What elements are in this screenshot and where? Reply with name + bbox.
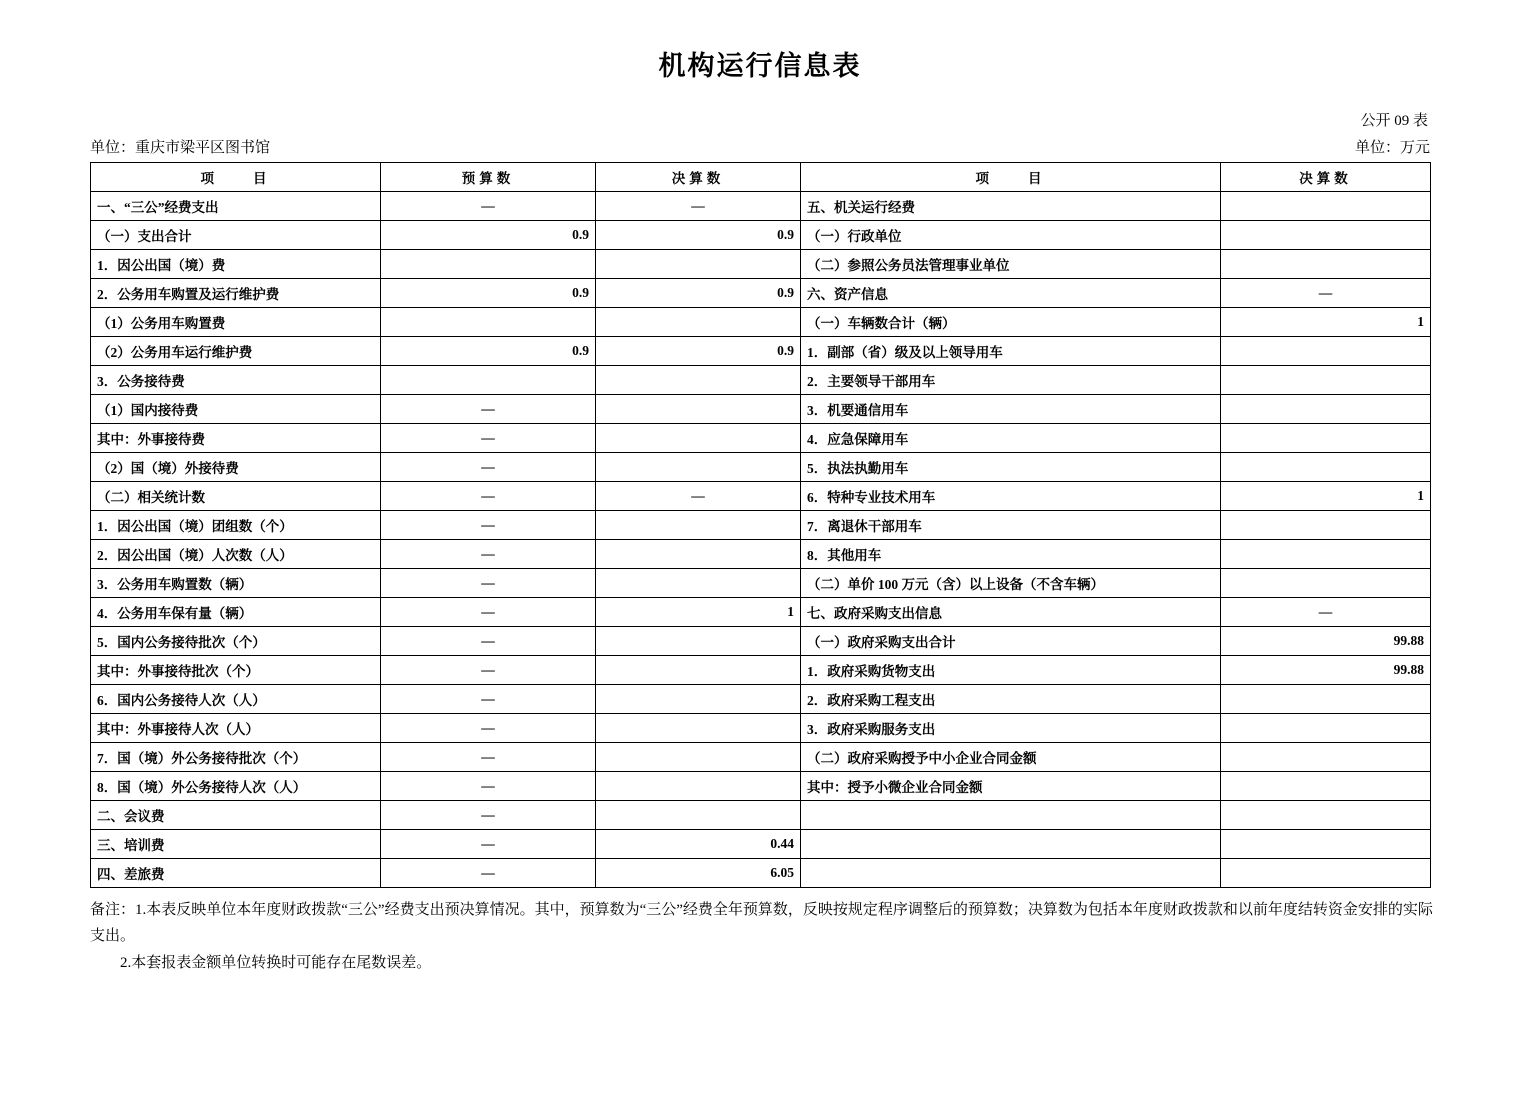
row-right-final-value bbox=[1221, 714, 1431, 743]
row-right-item: 2．主要领导干部用车 bbox=[801, 366, 1221, 395]
table-row bbox=[91, 337, 1431, 366]
table-row bbox=[91, 482, 1431, 511]
row-final-value bbox=[596, 511, 801, 540]
row-final-value bbox=[596, 250, 801, 279]
row-final-value bbox=[596, 540, 801, 569]
row-budget-value: — bbox=[381, 772, 596, 801]
row-budget-value: — bbox=[381, 743, 596, 772]
note-line-1: 备注：1.本表反映单位本年度财政拨款“三公”经费支出预决算情况。其中，预算数为“三公”经费全年预算数，反映按规定程序调整后的预算数；决算数为包括本年度财政拨款和以前年度结转资金安排的实际支出。 bbox=[90, 902, 1433, 944]
row-budget-value: — bbox=[381, 801, 596, 830]
row-right-item bbox=[801, 830, 1221, 859]
table-row bbox=[91, 279, 1431, 308]
row-right-item bbox=[801, 801, 1221, 830]
institution-operation-table bbox=[90, 162, 1431, 888]
table-row bbox=[91, 743, 1431, 772]
row-right-final-value: — bbox=[1221, 279, 1431, 308]
document-page bbox=[0, 44, 1520, 1118]
row-right-final-value bbox=[1221, 337, 1431, 366]
row-right-item: （一）政府采购支出合计 bbox=[801, 627, 1221, 656]
row-right-final-value: 1 bbox=[1221, 308, 1431, 337]
row-right-final-value bbox=[1221, 801, 1431, 830]
row-left-item: 3．公务用车购置数（辆） bbox=[91, 569, 381, 598]
table-header-row bbox=[91, 163, 1431, 192]
row-final-value bbox=[596, 308, 801, 337]
note-line-2: 2.本套报表金额单位转换时可能存在尾数误差。 bbox=[120, 955, 432, 971]
row-final-value bbox=[596, 453, 801, 482]
table-row bbox=[91, 685, 1431, 714]
table-row bbox=[91, 859, 1431, 888]
row-left-item: 其中：外事接待人次（人） bbox=[91, 714, 381, 743]
row-right-item: 七、政府采购支出信息 bbox=[801, 598, 1221, 627]
table-row bbox=[91, 714, 1431, 743]
row-right-final-value bbox=[1221, 395, 1431, 424]
row-final-value: 0.9 bbox=[596, 337, 801, 366]
col-header-final: 决算数 bbox=[596, 163, 801, 192]
sheet-number: 公开 09 表 bbox=[1360, 113, 1428, 129]
row-left-item: （1）公务用车购置费 bbox=[91, 308, 381, 337]
col-header-right-item: 项 目 bbox=[801, 163, 1221, 192]
row-left-item: （二）相关统计数 bbox=[91, 482, 381, 511]
table-row bbox=[91, 656, 1431, 685]
col-header-left-item: 项 目 bbox=[91, 163, 381, 192]
meta-row bbox=[90, 136, 1430, 157]
row-final-value: 0.9 bbox=[596, 221, 801, 250]
row-final-value: — bbox=[596, 482, 801, 511]
table-row bbox=[91, 511, 1431, 540]
row-right-item: 五、机关运行经费 bbox=[801, 192, 1221, 221]
row-left-item: 7．国（境）外公务接待批次（个） bbox=[91, 743, 381, 772]
row-right-final-value bbox=[1221, 540, 1431, 569]
row-final-value bbox=[596, 685, 801, 714]
col-header-budget: 预算数 bbox=[381, 163, 596, 192]
table-row bbox=[91, 772, 1431, 801]
amount-unit: 单位：万元 bbox=[1354, 140, 1430, 156]
row-left-item: 一、“三公”经费支出 bbox=[91, 192, 381, 221]
row-final-value bbox=[596, 772, 801, 801]
row-final-value bbox=[596, 424, 801, 453]
row-final-value bbox=[596, 395, 801, 424]
row-final-value bbox=[596, 743, 801, 772]
row-right-final-value bbox=[1221, 569, 1431, 598]
row-final-value bbox=[596, 714, 801, 743]
row-right-item: （二）参照公务员法管理事业单位 bbox=[801, 250, 1221, 279]
row-left-item: 其中：外事接待费 bbox=[91, 424, 381, 453]
row-right-final-value bbox=[1221, 366, 1431, 395]
row-budget-value: 0.9 bbox=[381, 221, 596, 250]
row-left-item: 二、会议费 bbox=[91, 801, 381, 830]
row-budget-value: 0.9 bbox=[381, 279, 596, 308]
table-row bbox=[91, 366, 1431, 395]
row-right-final-value bbox=[1221, 743, 1431, 772]
row-right-final-value bbox=[1221, 511, 1431, 540]
row-final-value: 0.9 bbox=[596, 279, 801, 308]
row-right-item: 3．政府采购服务支出 bbox=[801, 714, 1221, 743]
row-left-item: （1）国内接待费 bbox=[91, 395, 381, 424]
row-budget-value: — bbox=[381, 192, 596, 221]
row-right-item: 1．副部（省）级及以上领导用车 bbox=[801, 337, 1221, 366]
row-final-value bbox=[596, 656, 801, 685]
row-right-item bbox=[801, 859, 1221, 888]
row-right-final-value bbox=[1221, 424, 1431, 453]
table-row bbox=[91, 395, 1431, 424]
row-right-final-value bbox=[1221, 830, 1431, 859]
row-budget-value: — bbox=[381, 569, 596, 598]
row-budget-value: — bbox=[381, 859, 596, 888]
row-budget-value: — bbox=[381, 482, 596, 511]
row-right-final-value: — bbox=[1221, 598, 1431, 627]
row-right-item: 1．政府采购货物支出 bbox=[801, 656, 1221, 685]
row-right-item: （二）政府采购授予中小企业合同金额 bbox=[801, 743, 1221, 772]
row-final-value: 6.05 bbox=[596, 859, 801, 888]
row-right-final-value bbox=[1221, 250, 1431, 279]
row-right-final-value bbox=[1221, 453, 1431, 482]
table-row bbox=[91, 424, 1431, 453]
row-right-item: 8．其他用车 bbox=[801, 540, 1221, 569]
row-left-item: 1．因公出国（境）团组数（个） bbox=[91, 511, 381, 540]
row-budget-value: — bbox=[381, 830, 596, 859]
row-left-item: 5．国内公务接待批次（个） bbox=[91, 627, 381, 656]
row-left-item: 其中：外事接待批次（个） bbox=[91, 656, 381, 685]
unit-name: 单位：重庆市梁平区图书馆 bbox=[90, 140, 271, 156]
row-budget-value: — bbox=[381, 424, 596, 453]
row-budget-value bbox=[381, 366, 596, 395]
row-budget-value: — bbox=[381, 627, 596, 656]
row-final-value bbox=[596, 801, 801, 830]
table-row bbox=[91, 192, 1431, 221]
row-budget-value: — bbox=[381, 453, 596, 482]
row-budget-value: — bbox=[381, 511, 596, 540]
row-final-value: 1 bbox=[596, 598, 801, 627]
row-right-item: （二）单价 100 万元（含）以上设备（不含车辆） bbox=[801, 569, 1221, 598]
row-left-item: 6．国内公务接待人次（人） bbox=[91, 685, 381, 714]
table-row bbox=[91, 598, 1431, 627]
row-left-item: 4．公务用车保有量（辆） bbox=[91, 598, 381, 627]
table-row bbox=[91, 221, 1431, 250]
row-right-final-value: 99.88 bbox=[1221, 627, 1431, 656]
row-left-item: 8．国（境）外公务接待人次（人） bbox=[91, 772, 381, 801]
row-left-item: （2）国（境）外接待费 bbox=[91, 453, 381, 482]
row-right-item: 4．应急保障用车 bbox=[801, 424, 1221, 453]
page-title: 机构运行信息表 bbox=[658, 51, 862, 81]
table-row bbox=[91, 830, 1431, 859]
row-budget-value: — bbox=[381, 540, 596, 569]
col-header-right-final: 决算数 bbox=[1221, 163, 1431, 192]
row-right-item: （一）行政单位 bbox=[801, 221, 1221, 250]
row-right-item: 六、资产信息 bbox=[801, 279, 1221, 308]
row-final-value: — bbox=[596, 192, 801, 221]
row-budget-value: — bbox=[381, 598, 596, 627]
row-right-item: （一）车辆数合计（辆） bbox=[801, 308, 1221, 337]
row-right-item: 其中：授予小微企业合同金额 bbox=[801, 772, 1221, 801]
table-row bbox=[91, 453, 1431, 482]
row-final-value: 0.44 bbox=[596, 830, 801, 859]
table-body bbox=[91, 192, 1431, 888]
row-left-item: （2）公务用车运行维护费 bbox=[91, 337, 381, 366]
row-right-final-value bbox=[1221, 685, 1431, 714]
row-final-value bbox=[596, 366, 801, 395]
row-final-value bbox=[596, 627, 801, 656]
table-row bbox=[91, 540, 1431, 569]
row-right-final-value bbox=[1221, 192, 1431, 221]
row-right-item: 6．特种专业技术用车 bbox=[801, 482, 1221, 511]
table-row bbox=[91, 308, 1431, 337]
row-right-item: 5．执法执勤用车 bbox=[801, 453, 1221, 482]
row-budget-value bbox=[381, 308, 596, 337]
row-right-final-value bbox=[1221, 221, 1431, 250]
row-right-final-value bbox=[1221, 859, 1431, 888]
row-right-final-value: 1 bbox=[1221, 482, 1431, 511]
row-left-item: 三、培训费 bbox=[91, 830, 381, 859]
row-budget-value: — bbox=[381, 685, 596, 714]
row-left-item: 1．因公出国（境）费 bbox=[91, 250, 381, 279]
row-final-value bbox=[596, 569, 801, 598]
row-right-item: 7．离退休干部用车 bbox=[801, 511, 1221, 540]
row-budget-value: 0.9 bbox=[381, 337, 596, 366]
row-left-item: 2．因公出国（境）人次数（人） bbox=[91, 540, 381, 569]
table-row bbox=[91, 627, 1431, 656]
row-right-final-value: 99.88 bbox=[1221, 656, 1431, 685]
row-left-item: （一）支出合计 bbox=[91, 221, 381, 250]
table-row bbox=[91, 569, 1431, 598]
row-left-item: 3．公务接待费 bbox=[91, 366, 381, 395]
table-notes bbox=[90, 898, 1440, 977]
row-right-item: 2．政府采购工程支出 bbox=[801, 685, 1221, 714]
row-right-item: 3．机要通信用车 bbox=[801, 395, 1221, 424]
row-budget-value: — bbox=[381, 395, 596, 424]
table-row bbox=[91, 250, 1431, 279]
row-left-item: 四、差旅费 bbox=[91, 859, 381, 888]
row-budget-value: — bbox=[381, 714, 596, 743]
row-budget-value bbox=[381, 250, 596, 279]
row-right-final-value bbox=[1221, 772, 1431, 801]
row-left-item: 2．公务用车购置及运行维护费 bbox=[91, 279, 381, 308]
table-row bbox=[91, 801, 1431, 830]
row-budget-value: — bbox=[381, 656, 596, 685]
